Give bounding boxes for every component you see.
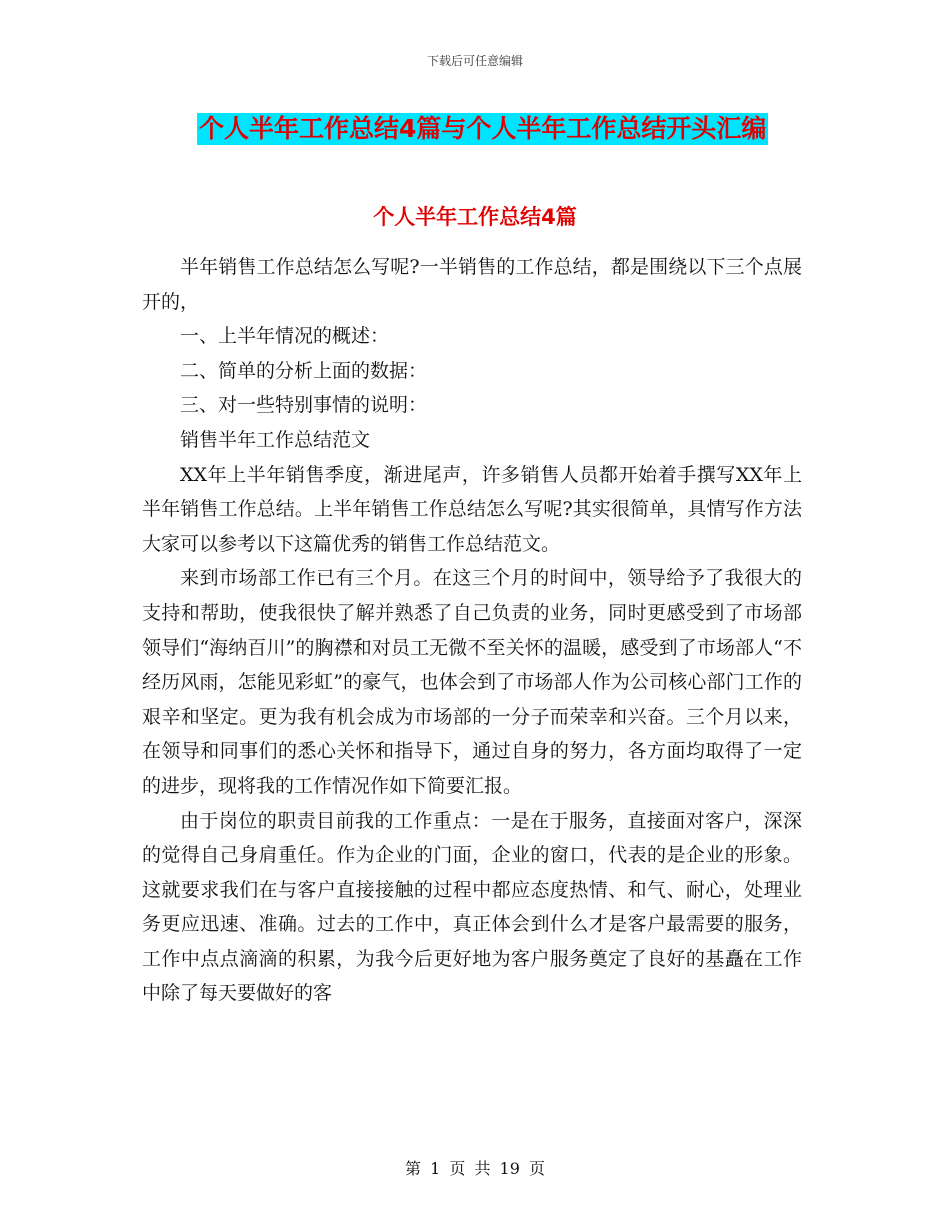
header-note: 下载后可任意编辑 <box>426 54 523 68</box>
section-title: 个人半年工作总结4篇 <box>373 205 577 229</box>
paragraph-intro: 半年销售工作总结怎么写呢?一半销售的工作总结，都是围绕以下三个点展开的， <box>142 256 802 313</box>
document-main-title: 个人半年工作总结4篇与个人半年工作总结开头汇编 <box>199 114 767 143</box>
page-number-footer: 第 1 页 共 19 页 <box>405 1159 545 1178</box>
paragraph: 来到市场部工作已有三个月。在这三个月的时间中，领导给予了我很大的支持和帮助，使我很快了解并熟悉了自己负责的业务，同时更感受到了市场部领导们“海纳百川”的胸襟和对员工无微不至关怀的温暖，感受到了市场部人“不经历风雨，怎能见彩虹”的豪气，也体会到了市场部人作为公司核心部门工作的艰辛和坚定。更为我有机会成为市场部的一分子而荣幸和兴奋。三个月以来，在领导和同事们的悉心关怀和指导下，通过自身的努力，各方面均取得了一定的进步，现将我的工作情况作如下简要汇报。 <box>142 567 802 797</box>
list-item: 一、上半年情况的概述： <box>180 325 390 348</box>
subheading-sample: 销售半年工作总结范文 <box>180 428 371 451</box>
paragraph: XX年上半年销售季度，渐进尾声，许多销售人员都开始着手撰写XX年上半年销售工作总结。上半年销售工作总结怎么写呢?其实很简单，具情写作方法大家可以参考以下这篇优秀的销售工作总结范文。 <box>142 463 802 555</box>
document-body <box>142 250 802 1011</box>
list-item: 三、对一些特别事情的说明： <box>180 394 428 417</box>
list-item: 二、简单的分析上面的数据： <box>180 359 428 382</box>
paragraph: 由于岗位的职责目前我的工作重点：一是在于服务，直接面对客户，深深的觉得自己身肩重任。作为企业的门面，企业的窗口，代表的是企业的形象。这就要求我们在与客户直接接触的过程中都应态度热情、和气、耐心，处理业务更应迅速、准确。过去的工作中，真正体会到什么才是客户最需要的服务，工作中点点滴滴的积累，为我今后更好地为客户服务奠定了良好的基矗在工作中除了每天要做好的客 <box>142 809 802 1005</box>
